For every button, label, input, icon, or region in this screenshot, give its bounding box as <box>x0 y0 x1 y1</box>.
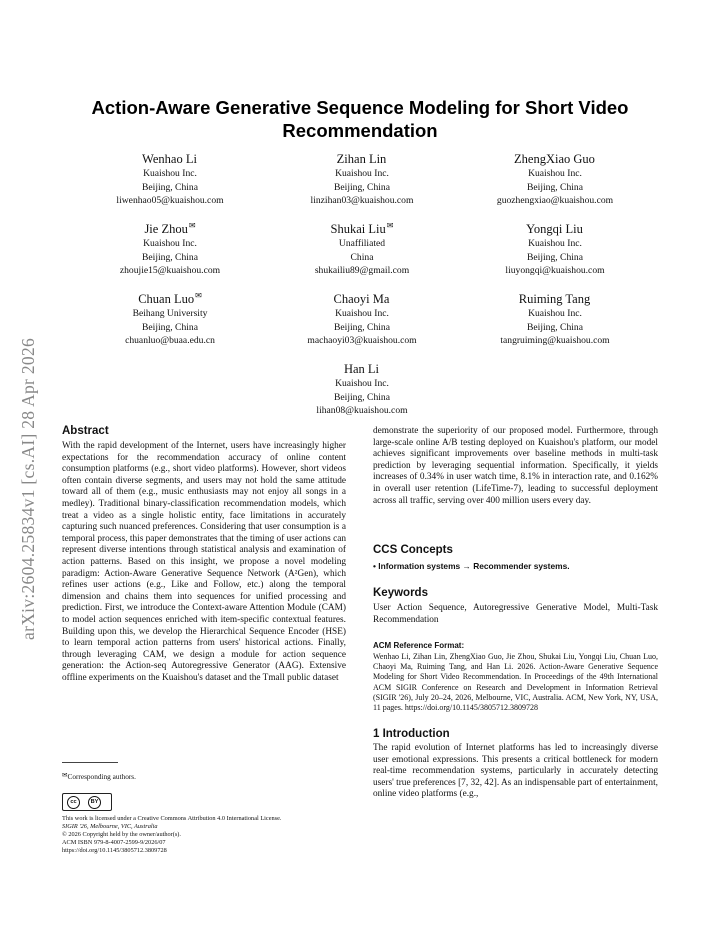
author-location: Beijing, China <box>527 321 583 333</box>
author-location: Beijing, China <box>527 251 583 263</box>
author-name: Ruiming Tang <box>518 292 591 306</box>
author-name: Wenhao Li <box>142 152 197 166</box>
author-name: Han Li <box>343 362 380 376</box>
author-block <box>262 218 462 278</box>
author-block <box>262 288 462 348</box>
author-affiliation: Kuaishou Inc. <box>143 168 197 179</box>
author-location: Beijing, China <box>334 181 390 193</box>
author-email: tangruiming@kuaishou.com <box>500 335 610 346</box>
license-line: © 2026 Copyright held by the owner/author(s). <box>62 831 181 838</box>
author-affiliation: Kuaishou Inc. <box>528 238 582 249</box>
author-location: Beijing, China <box>142 321 198 333</box>
abstract-heading: Abstract <box>62 425 109 437</box>
author-email: chuanluo@buaa.edu.cn <box>125 335 215 346</box>
author-name: Zihan Lin <box>336 152 387 166</box>
author-name: ZhengXiao Guo <box>514 152 595 166</box>
author-name: Shukai Liu✉ <box>330 221 394 236</box>
author-affiliation: Beihang University <box>132 308 208 319</box>
author-email: lihan08@kuaishou.com <box>316 405 408 416</box>
author-affiliation: Kuaishou Inc. <box>143 238 197 249</box>
author-block <box>455 148 655 208</box>
author-email: linzihan03@kuaishou.com <box>310 195 414 206</box>
envelope-icon: ✉ <box>188 221 196 230</box>
author-location: Beijing, China <box>142 251 198 263</box>
ccs-concepts-heading: CCS Concepts <box>373 544 453 556</box>
author-name: Jie Zhou✉ <box>144 221 196 236</box>
introduction-heading: 1 Introduction <box>373 728 450 740</box>
author-affiliation: Unaffiliated <box>338 238 386 249</box>
author-affiliation: Kuaishou Inc. <box>335 308 389 319</box>
license-line: SIGIR '26, Melbourne, VIC, Australia <box>62 823 158 830</box>
envelope-icon: ✉ <box>195 291 202 300</box>
author-email: guozhengxiao@kuaishou.com <box>496 195 614 206</box>
keywords-text: User Action Sequence, Autoregressive Generative Model, Multi-Task Recommendation <box>373 603 658 625</box>
author-location: Beijing, China <box>142 181 198 193</box>
paper-title-line-2: Recommendation <box>282 120 438 141</box>
footnote <box>62 771 136 781</box>
author-block <box>262 358 462 418</box>
paper-title-line-1: Action-Aware Generative Sequence Modeling for Short Video <box>91 97 629 118</box>
acm-reference-text: Wenhao Li, Zihan Lin, ZhengXiao Guo, Jie Zhou, Shukai Liu, Yongqi Liu, Chuan Luo, Chaoyi Ma, Ruiming Tang, and Han Li. 2026. Action-Aware Generative Sequence Modeling for Short Video Recommendation. In Proceedings of the 49th International ACM SIGIR Conference on Research and Development in Information Retrieval (SIGIR '26), July 20–24, 2026, Melbourne, VIC, Australia. ACM, New York, NY, USA, 11 pages. https://doi.org/10.1145/3805712.3809728 <box>373 652 658 713</box>
attribution-icon: BY <box>88 796 101 809</box>
author-name: Chuan Luo✉ <box>138 291 202 306</box>
author-affiliation: Kuaishou Inc. <box>528 168 582 179</box>
author-block <box>70 218 270 278</box>
author-location: Beijing, China <box>334 391 390 403</box>
author-email: liuyongqi@kuaishou.com <box>505 265 605 276</box>
envelope-icon: ✉ <box>62 772 68 779</box>
author-affiliation: Kuaishou Inc. <box>528 308 582 319</box>
author-block <box>262 148 462 208</box>
keywords-heading: Keywords <box>373 587 428 599</box>
license-line: This work is licensed under a Creative Commons Attribution 4.0 International License. <box>62 815 282 822</box>
creative-commons-badge[interactable] <box>62 793 112 811</box>
author-block <box>455 218 655 278</box>
paper-title <box>60 96 660 142</box>
doi-link[interactable]: https://doi.org/10.1145/3805712.3809728 <box>62 847 167 854</box>
author-block <box>70 148 270 208</box>
footnote-divider <box>62 762 118 763</box>
abstract-text: With the rapid development of the Internet, users have increasingly higher expectations for the recommendation accuracy of online content consumption platforms (e.g., short video platforms). However, short videos often contain diverse segments, and users may not hold the same attitude toward all of them (e.g., music enthusiasts may not enjoy all songs in a medley). Traditional binary-classification recommendation models, which treat a video as a single holistic entity, face limitations in accurately capturing such nuanced preferences. Considering that user consumption is a temporal process, this paper demonstrates that the timing of user actions can represent diverse intentions through statistical analysis and examination of action patterns. Based on this insight, we propose a novel modeling paradigm: Action-Aware Generative Sequence Network (A²Gen), which refines user actions (e.g., Like and Follow, etc.) along the temporal dimension and chains them into sequences for unified processing and prediction. First, we introduce the Context-aware Attention Module (CAM) to model action sequences enriched with item-specific contextual features. Building upon this, we develop the Hierarchical Sequence Encoder (HSE) to learn temporal action patterns from users' historical actions. Finally, through leveraging CAM, we design a module for action sequence generation: the Action-seq Autoregressive Generator (AAG). Extensive offline experiments on the Kuaishou's dataset and the Tmall public dataset <box>62 441 346 683</box>
envelope-icon: ✉ <box>386 221 394 230</box>
author-email: zhoujie15@kuaishou.com <box>119 265 221 276</box>
author-location: Beijing, China <box>334 321 390 333</box>
author-email: liwenhao05@kuaishou.com <box>116 195 224 206</box>
introduction-text: The rapid evolution of Internet platforms has led to increasingly diverse user emotional expressions. This presents a critical bottleneck for modern real-time recommendation systems, particularly in accurately detecting users' true preferences [7, 32, 42]. As an indispensable part of entertainment, online video platforms (e.g., <box>373 743 658 800</box>
ccs-concepts-text: • Information systems → Recommender systems. <box>373 561 570 571</box>
abstract-text-continued: demonstrate the superiority of our proposed model. Furthermore, through large-scale online A/B testing deployed on Kuaishou's platform, our model achieves significant improvements over baseline methods in multi-task prediction by leveraging sequential information. Specifically, it yields increases of 0.34% in user watch time, 8.1% in interaction rate, and 0.162% in overall user retention (LifeTime-7), leading to successful deployment across all traffic, serving over 400 million users every day. <box>373 426 658 506</box>
cc-icon: cc <box>67 796 80 809</box>
author-name: Chaoyi Ma <box>333 292 390 306</box>
author-block <box>455 288 655 348</box>
license-notice <box>62 815 346 855</box>
author-email: shukailiu89@gmail.com <box>314 265 410 276</box>
author-affiliation: Kuaishou Inc. <box>335 378 389 389</box>
author-email: machaoyi03@kuaishou.com <box>307 335 417 346</box>
arxiv-identifier: arXiv:2604.25834v1 [cs.AI] 28 Apr 2026 <box>18 337 38 640</box>
author-block <box>70 288 270 348</box>
author-location: China <box>350 251 374 263</box>
author-affiliation: Kuaishou Inc. <box>335 168 389 179</box>
author-name: Yongqi Liu <box>526 222 583 236</box>
author-location: Beijing, China <box>527 181 583 193</box>
acm-reference-heading: ACM Reference Format: <box>373 641 465 650</box>
footnote-text: Corresponding authors. <box>67 772 136 781</box>
license-line: ACM ISBN 979-8-4007-2599-9/2026/07 <box>62 839 166 846</box>
